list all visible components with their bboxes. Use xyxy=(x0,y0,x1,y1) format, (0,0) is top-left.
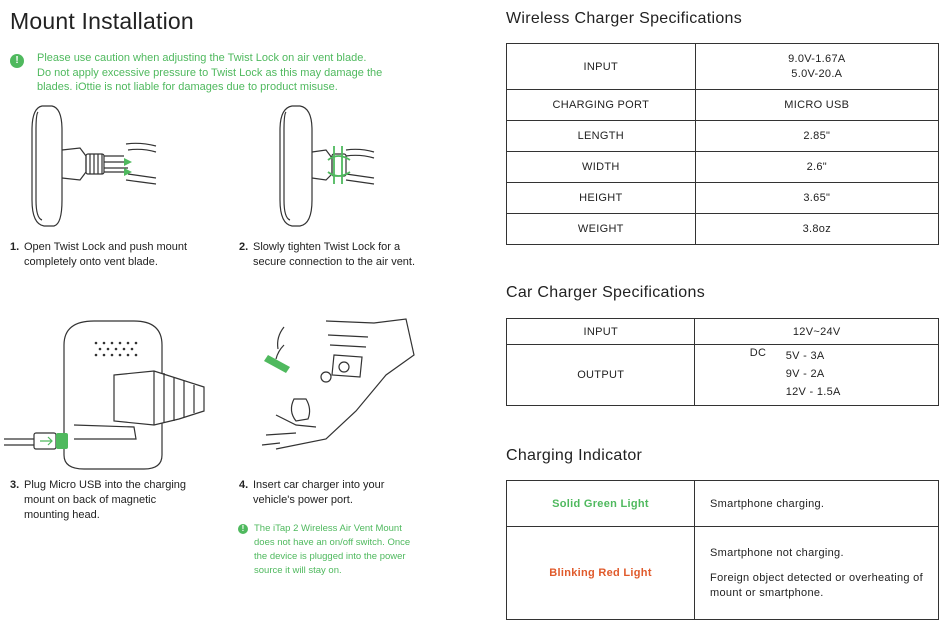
step-number: 3. xyxy=(10,479,20,491)
spec-value: 3.65" xyxy=(695,183,938,214)
step-line: completely onto vent blade. xyxy=(24,256,158,268)
mount-push-illustration xyxy=(28,100,168,230)
spec-value: 2.85" xyxy=(695,121,938,152)
note-line: source it will stay on. xyxy=(254,565,342,576)
spec-label: WIDTH xyxy=(507,152,696,183)
spec-label: INPUT xyxy=(507,44,696,90)
indicator-label: Blinking Red Light xyxy=(507,527,695,620)
step-line: vehicle's power port. xyxy=(253,494,353,506)
note-line: The iTap 2 Wireless Air Vent Mount xyxy=(254,523,402,534)
wireless-spec-title: Wireless Charger Specifications xyxy=(506,10,743,27)
spec-row-width xyxy=(507,152,939,183)
note-line: the device is plugged into the power xyxy=(254,551,406,562)
wireless-spec-table xyxy=(506,43,939,245)
spec-row-length xyxy=(507,121,939,152)
car-charger-illustration xyxy=(256,315,426,455)
indicator-desc-line: Smartphone not charging. xyxy=(710,546,844,559)
info-icon: ! xyxy=(238,524,248,534)
spec-value: 12V~24V xyxy=(695,319,939,345)
spec-label: LENGTH xyxy=(507,121,696,152)
indicator-title: Charging Indicator xyxy=(506,447,643,464)
spec-label: WEIGHT xyxy=(507,214,696,245)
spec-value-line: 5.0V-20.A xyxy=(791,67,843,80)
output-prefix: DC xyxy=(749,346,767,359)
spec-row-charging-port xyxy=(507,90,939,121)
caution-line: Do not apply excessive pressure to Twist Lock as this may damage the xyxy=(37,66,383,79)
micro-usb-illustration xyxy=(4,315,214,475)
indicator-desc-line: Foreign object detected or overheating of mount or smartphone. xyxy=(710,571,923,599)
spec-value: 3.8oz xyxy=(695,214,938,245)
step-line: mounting head. xyxy=(24,509,100,521)
step-3 xyxy=(10,478,230,526)
spec-label: CHARGING PORT xyxy=(507,90,696,121)
step-line: Slowly tighten Twist Lock for a xyxy=(253,241,401,253)
caution-line: blades. iOttie is not liable for damages due to product misuse. xyxy=(37,81,338,93)
note-line: does not have an on/off switch. Once xyxy=(254,537,411,548)
indicator-desc xyxy=(695,527,939,620)
step-number: 2. xyxy=(239,241,249,253)
step-line: Open Twist Lock and push mount xyxy=(24,241,188,253)
spec-label: INPUT xyxy=(507,319,695,345)
spec-label: HEIGHT xyxy=(507,183,696,214)
step-line: Insert car charger into your xyxy=(253,479,385,491)
mount-tighten-illustration xyxy=(270,100,390,230)
step-line: mount on back of magnetic xyxy=(24,494,157,506)
spec-row-weight xyxy=(507,214,939,245)
indicator-table xyxy=(506,480,939,620)
step-4 xyxy=(239,478,459,510)
indicator-label: Solid Green Light xyxy=(507,481,695,527)
page-title: Mount Installation xyxy=(10,8,194,34)
spec-value: 2.6" xyxy=(695,152,938,183)
car-spec-row-output xyxy=(507,345,939,406)
indicator-desc: Smartphone charging. xyxy=(695,481,939,527)
car-spec-title: Car Charger Specifications xyxy=(506,284,705,301)
spec-value xyxy=(695,44,938,90)
spec-row-input xyxy=(507,44,939,90)
spec-label: OUTPUT xyxy=(507,345,695,406)
step-2 xyxy=(239,240,459,272)
car-spec-table xyxy=(506,318,939,406)
step-line: secure connection to the air vent. xyxy=(253,256,416,268)
indicator-row-green xyxy=(507,481,939,527)
step-number: 4. xyxy=(239,479,249,491)
spec-value xyxy=(695,345,939,406)
info-icon: ! xyxy=(10,54,24,68)
caution-line: Please use caution when adjusting the Twist Lock on air vent blade. xyxy=(37,52,367,64)
car-spec-row-input xyxy=(507,319,939,345)
step-1 xyxy=(10,240,230,272)
step-line: Plug Micro USB into the charging xyxy=(24,479,187,491)
step-number: 1. xyxy=(10,241,20,253)
spec-value: MICRO USB xyxy=(695,90,938,121)
output-line: 12V - 1.5A xyxy=(785,385,841,398)
output-line: 5V - 3A xyxy=(785,349,825,362)
indicator-row-red xyxy=(507,527,939,620)
output-line: 9V - 2A xyxy=(785,367,825,380)
spec-value-line: 9.0V-1.67A xyxy=(788,52,846,65)
spec-row-height xyxy=(507,183,939,214)
